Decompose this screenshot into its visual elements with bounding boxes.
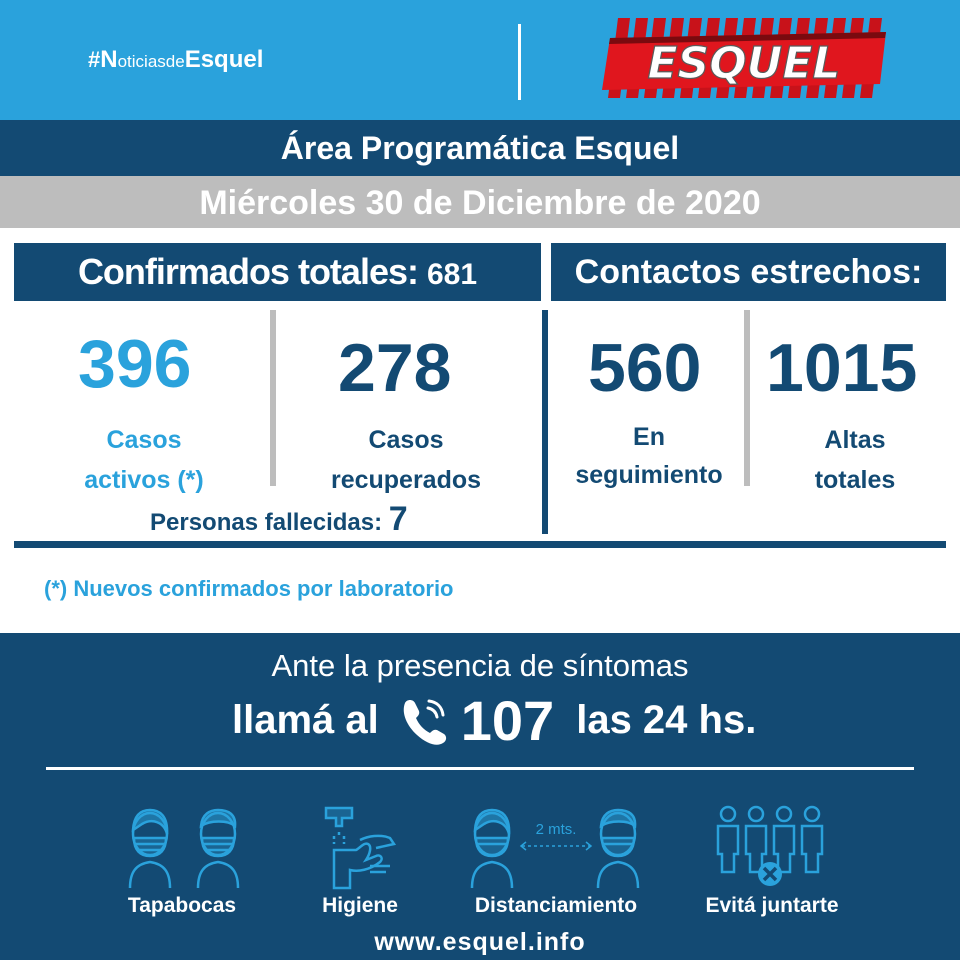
hashtag-small: oticiasde <box>117 52 185 71</box>
activos-label-2: activos (*) <box>84 466 204 494</box>
page-title: Área Programática Esquel <box>0 120 960 176</box>
handwash-label: Higiene <box>322 894 398 917</box>
fallecidas-label: Personas fallecidas: <box>150 509 383 536</box>
divider-activos-recuperados <box>270 310 276 486</box>
confirmados-heading <box>14 243 541 301</box>
hashtag-big: Esquel <box>184 46 264 73</box>
mask-label: Tapabocas <box>127 894 237 917</box>
altas-label-2: totales <box>814 466 896 494</box>
call-line <box>232 690 756 750</box>
phone-number: 107 <box>460 688 555 752</box>
altas-label <box>760 420 950 500</box>
call-suffix: las 24 hs. <box>576 697 757 742</box>
website-url: www.esquel.info <box>374 928 586 956</box>
footnote: (*) Nuevos confirmados por laboratorio <box>44 576 454 601</box>
recuperados-label-1: Casos <box>368 426 444 454</box>
recuperados-label <box>296 420 516 500</box>
esquel-logo <box>596 14 890 102</box>
distance-caption: Distanciamiento <box>474 894 638 917</box>
confirmados-heading-label: Confirmados totales: <box>77 251 418 292</box>
stats-bottom-line <box>14 541 946 548</box>
activos-value: 396 <box>78 326 192 402</box>
no-gathering-label: Evitá juntarte <box>705 894 839 917</box>
contactos-heading: Contactos estrechos: <box>551 243 946 301</box>
call-prefix: llamá al <box>232 697 379 742</box>
recuperados-label-2: recuperados <box>330 466 482 494</box>
confirmados-total: 681 <box>427 258 478 291</box>
seguimiento-label <box>556 418 742 494</box>
seguimiento-label-1: En <box>633 423 665 451</box>
hashtag-hash: # <box>88 47 101 72</box>
footer-separator <box>46 767 914 770</box>
header-divider <box>518 24 521 100</box>
distance-icon <box>466 800 646 890</box>
logo-text: ESQUEL <box>647 38 841 89</box>
header-bar <box>0 0 960 120</box>
mask-icon <box>112 800 252 890</box>
fallecidas-value: 7 <box>388 500 408 538</box>
altas-label-1: Altas <box>824 426 886 454</box>
handwash-icon <box>320 800 400 890</box>
distance-label: 2 mts. <box>535 821 577 838</box>
activos-label-1: Casos <box>106 426 182 454</box>
fallecidas <box>150 500 408 539</box>
altas-value: 1015 <box>766 330 918 406</box>
hashtag <box>88 46 263 74</box>
seguimiento-label-2: seguimiento <box>575 461 723 489</box>
activos-label <box>44 420 244 500</box>
recuperados-value: 278 <box>338 330 452 406</box>
divider-main <box>542 310 548 534</box>
divider-seguimiento-altas <box>744 310 750 486</box>
hashtag-n: N <box>100 46 118 73</box>
no-gathering-icon <box>712 800 832 890</box>
date-band: Miércoles 30 de Diciembre de 2020 <box>0 176 960 228</box>
phone-icon <box>397 693 451 747</box>
symptoms-text: Ante la presencia de síntomas <box>271 648 689 683</box>
seguimiento-value: 560 <box>588 330 702 406</box>
